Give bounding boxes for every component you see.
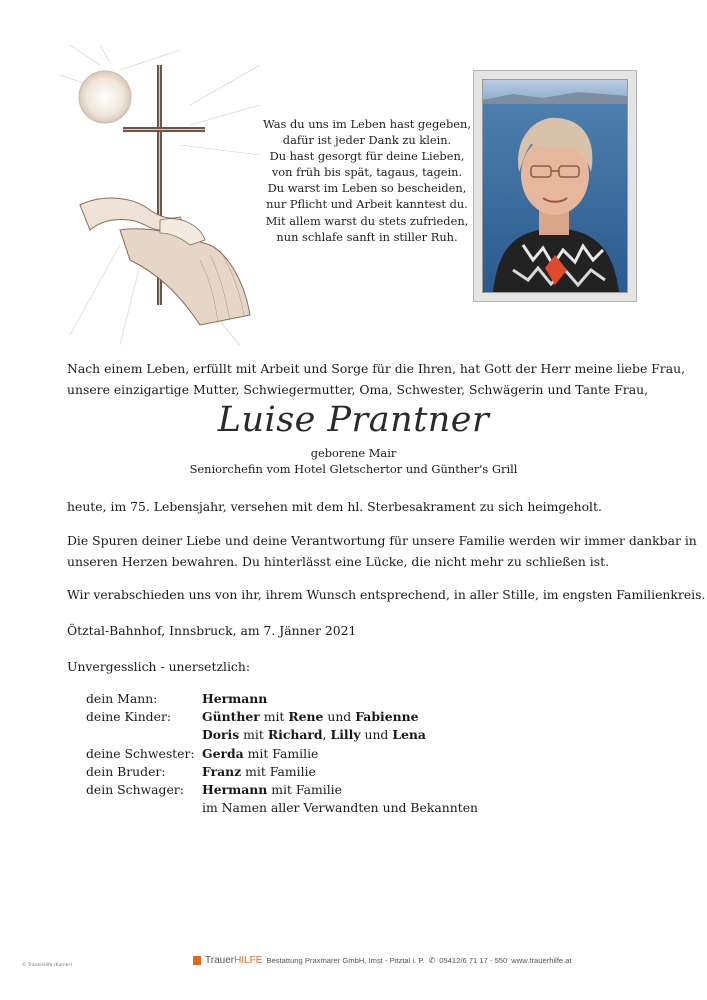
- relation-names: [202, 708, 419, 726]
- copyright-note: © TrauerHilfe (Karner): [22, 963, 73, 968]
- poem-line: Du hast gesorgt für deine Lieben,: [269, 149, 465, 164]
- relative-name: Lilly: [330, 727, 361, 743]
- closing-line: im Namen aller Verwandten und Bekannten: [202, 800, 479, 816]
- relation-label: dein Mann:: [86, 691, 158, 706]
- relation-label: deine Kinder:: [86, 709, 172, 725]
- family-row: [86, 745, 478, 763]
- relation-names: [202, 763, 316, 781]
- place-date-line: Ötztal-Bahnhof, Innsbruck, am 7. Jänner 2021: [67, 623, 357, 638]
- trauerhilfe-logo: [205, 955, 262, 966]
- farewell-paragraph: [67, 584, 706, 605]
- company-name: Bestattung Praxmarer GmbH, Imst - Pitztal i. P.: [266, 956, 425, 965]
- connector-text: ,: [322, 727, 331, 743]
- poem-line: Mit allem warst du stets zufrieden,: [265, 213, 469, 228]
- phone-number: 05412/6 71 17 - 550: [439, 956, 508, 965]
- intro-text: [67, 358, 686, 400]
- relative-name: Rene: [288, 709, 324, 725]
- relation-names: [202, 781, 342, 799]
- poem-line: Was du uns im Leben hast gegeben,: [263, 117, 471, 131]
- poem-line: von früh bis spät, tagaus, tagein.: [271, 165, 463, 180]
- poem-line: nur Pflicht und Arbeit kanntest du.: [266, 197, 468, 212]
- maiden-name: geborene Mair: [310, 446, 397, 460]
- relation-names: [202, 745, 318, 763]
- family-row: [86, 708, 478, 726]
- relative-name: Günther: [202, 709, 260, 725]
- relation-names: [202, 726, 426, 744]
- logo-part1: Trauer: [205, 955, 235, 966]
- website-link[interactable]: www.trauerhilfe.at: [511, 956, 572, 965]
- relation-names: [202, 690, 267, 708]
- footer: [193, 955, 572, 966]
- portrait-photo: [482, 79, 628, 293]
- connector-text: und: [360, 727, 393, 743]
- relative-name: Hermann: [202, 782, 268, 798]
- relation-label: deine Schwester:: [86, 745, 195, 761]
- relation-label: dein Bruder:: [86, 763, 166, 779]
- connector-text: mit: [239, 727, 268, 743]
- deceased-role: Seniorchefin vom Hotel Gletschertor und Günther's Grill: [189, 462, 518, 476]
- relative-name: Fabienne: [355, 709, 419, 725]
- connector-text: mit Familie: [241, 763, 316, 779]
- portrait-frame: [473, 70, 637, 302]
- relation-label: dein Schwager:: [86, 782, 184, 798]
- farewell-line: Wir verabschieden uns von ihr, ihrem Wunsch entsprechend, in aller Stille, im engsten Familienkreis.: [67, 587, 706, 602]
- place-date: [67, 620, 647, 641]
- cross-hands-illustration: [60, 45, 260, 345]
- intro-line: unsere einzigartige Mutter, Schwiegermutter, Oma, Schwester, Schwägerin und Tante Frau,: [67, 382, 649, 397]
- tribute-line: unseren Herzen bewahren. Du hinterlässt eine Lücke, die nicht mehr zu schließen ist.: [67, 554, 610, 569]
- poem-line: dafür ist jeder Dank zu klein.: [282, 133, 452, 148]
- logo-part2: HILFE: [234, 955, 263, 966]
- tribute-paragraph: [67, 530, 697, 572]
- relative-name: Hermann: [202, 691, 268, 706]
- tribute-line: Die Spuren deiner Liebe und deine Verantwortung für unsere Familie werden wir immer dankbar in: [67, 533, 697, 548]
- relative-name: Gerda: [202, 745, 244, 761]
- relation-label: [86, 726, 202, 744]
- relative-name: Doris: [202, 727, 240, 743]
- family-row: [86, 799, 478, 817]
- death-notice-line: [67, 496, 647, 517]
- mourners-heading: [67, 656, 647, 677]
- connector-text: mit Familie: [243, 745, 319, 761]
- family-row: [86, 690, 478, 708]
- relative-name: Lena: [392, 727, 426, 743]
- relative-name: Franz: [202, 763, 242, 779]
- poem-line: Du warst im Leben so bescheiden,: [267, 181, 467, 196]
- connector-text: mit: [259, 709, 289, 725]
- trauerhilfe-logo-icon: [193, 956, 201, 965]
- family-row: [86, 726, 478, 744]
- connector-text: und: [323, 709, 356, 725]
- mourners-heading-line: Unvergesslich - unersetzlich:: [67, 659, 251, 674]
- poem: [262, 116, 472, 245]
- family-list: [86, 690, 478, 817]
- poem-line: nun schlafe sanft in stiller Ruh.: [276, 229, 458, 244]
- connector-text: mit Familie: [267, 782, 342, 798]
- phone-icon: ✆: [428, 956, 436, 965]
- family-row: [86, 781, 478, 799]
- relation-label: [86, 799, 202, 817]
- intro-line: Nach einem Leben, erfüllt mit Arbeit und Sorge für die Ihren, hat Gott der Herr meine liebe Frau,: [67, 361, 686, 376]
- deceased-name: Luise Prantner: [217, 400, 490, 440]
- relative-name: Richard: [267, 727, 323, 743]
- death-line: heute, im 75. Lebensjahr, versehen mit dem hl. Sterbesakrament zu sich heimgeholt.: [67, 499, 602, 514]
- family-row: [86, 763, 478, 781]
